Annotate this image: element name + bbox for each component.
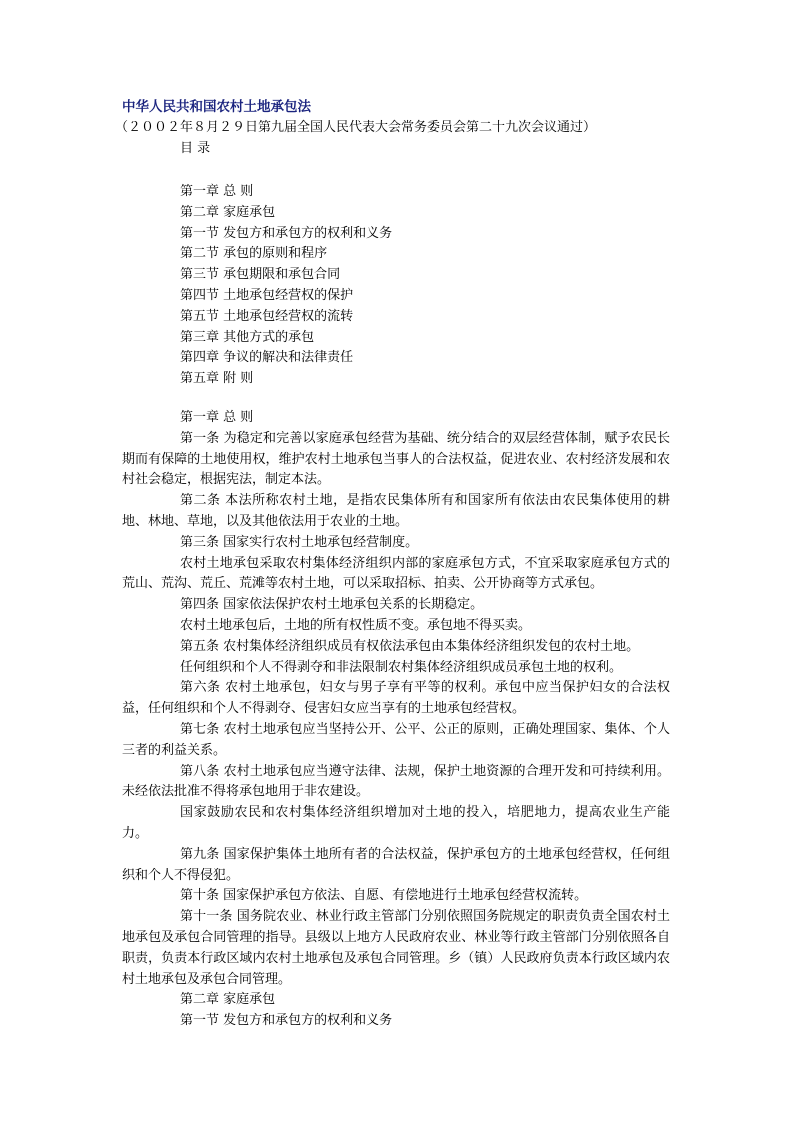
toc-heading: 目 录	[180, 141, 211, 156]
article-paragraph: 第一条 为稳定和完善以家庭承包经营为基础、统分结合的双层经营体制，赋予农民长期而有保障的土地使用权，维护农村土地承包当事人的合法权益，促进农业、农村经济发展和农村社会稳定，根据宪法，制定本法。	[122, 430, 670, 488]
toc-item: 第三节 承包期限和承包合同	[180, 267, 341, 283]
article-paragraph: 第四条 国家依法保护农村土地承包关系的长期稳定。	[180, 597, 484, 613]
article-paragraph: 第六条 农村土地承包，妇女与男子享有平等的权利。承包中应当保护妇女的合法权益，任何组织和个人不得剥夺、侵害妇女应当享有的土地承包经营权。	[122, 680, 670, 717]
article-paragraph: 第九条 国家保护集体土地所有者的合法权益，保护承包方的土地承包经营权，任何组织和个人不得侵犯。	[122, 846, 670, 883]
section-heading: 第一节 发包方和承包方的权利和义务	[180, 1013, 393, 1029]
toc-item: 第三章 其他方式的承包	[180, 329, 315, 345]
document-subtitle: （２００２年８月２９日第九届全国人民代表大会常务委员会第二十九次会议通过）	[115, 120, 597, 135]
article-paragraph: 第二条 本法所称农村土地，是指农民集体所有和国家所有依法由农民集体使用的耕地、林地、草地，以及其他依法用于农业的土地。	[122, 493, 670, 529]
toc-item: 第一章 总 则	[180, 184, 254, 199]
article-paragraph: 第十一条 国务院农业、林业行政主管部门分别依照国务院规定的职责负责全国农村土地承包及承包合同管理的指导。县级以上地方人民政府农业、林业等行政主管部门分别依照各自职责，负责本行政区域内农村土地承包及承包合同管理。乡（镇）人民政府负责本行政区域内农村土地承包及承包合同管理。	[122, 909, 670, 987]
article-paragraph: 第三条 国家实行农村土地承包经营制度。	[180, 534, 419, 550]
toc-item: 第五节 土地承包经营权的流转	[180, 308, 354, 324]
article-paragraph: 农村土地承包采取农村集体经济组织内部的家庭承包方式，不宜采取家庭承包方式的荒山、荒沟、荒丘、荒滩等农村土地，可以采取招标、拍卖、公开协商等方式承包。	[122, 555, 670, 592]
toc-item: 第二章 家庭承包	[180, 204, 276, 220]
document-body	[122, 408, 670, 1032]
article-paragraph: 农村土地承包后，土地的所有权性质不变。承包地不得买卖。	[180, 617, 532, 633]
toc-item: 第二节 承包的原则和程序	[180, 246, 328, 262]
article-paragraph: 第七条 农村土地承包应当坚持公开、公平、公正的原则，正确处理国家、集体、个人三者的利益关系。	[122, 721, 670, 758]
toc-item: 第四章 争议的解决和法律责任	[180, 350, 354, 366]
document-title: 中华人民共和国农村土地承包法	[122, 99, 311, 115]
toc-item: 第一节 发包方和承包方的权利和义务	[180, 225, 393, 241]
article-paragraph: 第十条 国家保护承包方依法、自愿、有偿地进行土地承包经营权流转。	[180, 888, 588, 904]
table-of-contents	[180, 182, 392, 390]
article-paragraph: 第五条 农村集体经济组织成员有权依法承包由本集体经济组织发包的农村土地。	[180, 638, 640, 654]
toc-item: 第四节 土地承包经营权的保护	[180, 287, 354, 303]
article-paragraph: 任何组织和个人不得剥夺和非法限制农村集体经济组织成员承包土地的权利。	[180, 659, 623, 675]
article-paragraph: 国家鼓励农民和农村集体经济组织增加对土地的投入，培肥地力，提高农业生产能力。	[122, 805, 670, 841]
chapter-heading: 第一章 总 则	[180, 410, 254, 425]
article-paragraph: 第八条 农村土地承包应当遵守法律、法规，保护土地资源的合理开发和可持续利用。未经依法批准不得将承包地用于非农建设。	[122, 763, 670, 800]
toc-item: 第五章 附 则	[180, 371, 254, 387]
chapter-heading: 第二章 家庭承包	[180, 992, 276, 1008]
